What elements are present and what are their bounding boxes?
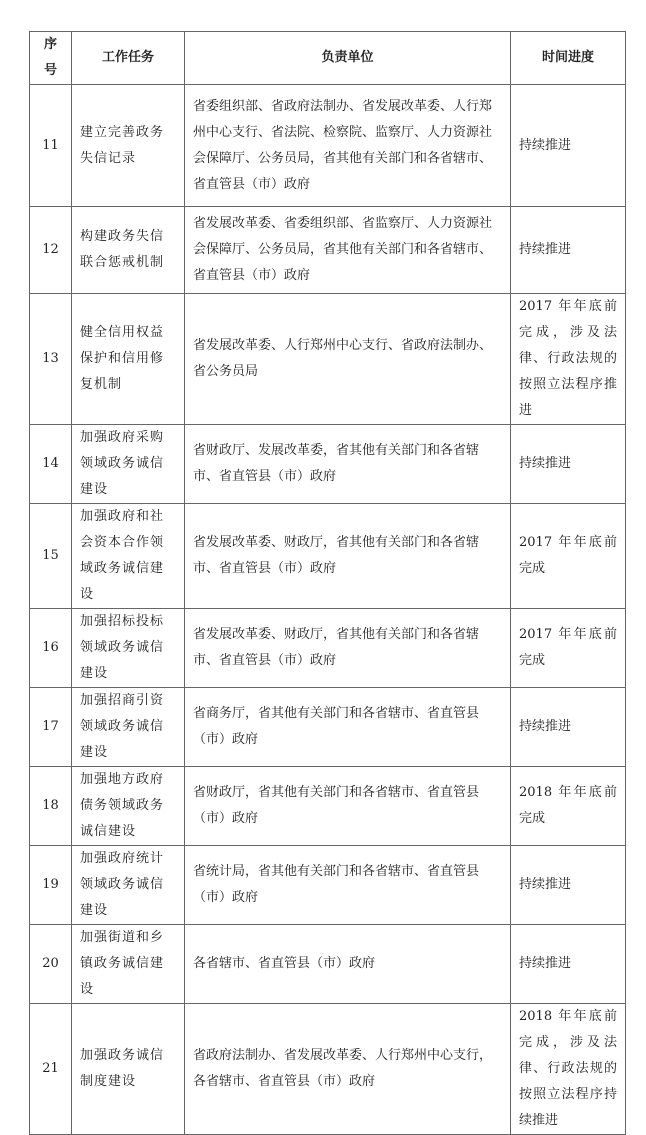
row-unit: 省委组织部、省政府法制办、省发展改革委、人行郑州中心支行、省法院、检察院、监察厅、人力资源社会保障厅、公务员局，省其他有关部门和各省辖市、省直管县（市）政府 (185, 85, 511, 207)
row-unit: 省发展改革委、财政厅，省其他有关部门和各省辖市、省直管县（市）政府 (185, 504, 511, 609)
row-task: 加强政务诚信制度建设 (72, 1004, 185, 1135)
row-unit: 省发展改革委、省委组织部、省监察厅、人力资源社会保障厅、公务员局，省其他有关部门和各省辖市、省直管县（市）政府 (185, 207, 511, 294)
row-unit: 省财政厅，省其他有关部门和各省辖市、省直管县（市）政府 (185, 767, 511, 846)
row-task: 构建政务失信联合惩戒机制 (72, 207, 185, 294)
table-row (30, 1004, 626, 1135)
task-table (29, 31, 626, 1135)
row-number: 15 (30, 504, 72, 609)
table-row (30, 294, 626, 425)
header-unit: 负责单位 (185, 32, 511, 85)
row-number: 20 (30, 925, 72, 1004)
header-task: 工作任务 (72, 32, 185, 85)
table-row (30, 425, 626, 504)
row-progress: 2018 年年底前完成 (511, 767, 626, 846)
row-progress: 持续推进 (511, 85, 626, 207)
row-unit: 各省辖市、省直管县（市）政府 (185, 925, 511, 1004)
header-number: 序号 (30, 32, 72, 85)
row-number: 16 (30, 609, 72, 688)
table-row (30, 925, 626, 1004)
row-task: 加强政府统计领域政务诚信建设 (72, 846, 185, 925)
table-row (30, 504, 626, 609)
row-task: 加强招标投标领域政务诚信建设 (72, 609, 185, 688)
row-unit: 省统计局，省其他有关部门和各省辖市、省直管县（市）政府 (185, 846, 511, 925)
row-number: 17 (30, 688, 72, 767)
row-number: 21 (30, 1004, 72, 1135)
row-number: 13 (30, 294, 72, 425)
table-row (30, 207, 626, 294)
table-header-row (30, 32, 626, 85)
header-progress: 时间进度 (511, 32, 626, 85)
row-progress: 持续推进 (511, 846, 626, 925)
row-unit: 省发展改革委、人行郑州中心支行、省政府法制办、省公务员局 (185, 294, 511, 425)
table-row (30, 767, 626, 846)
row-number: 19 (30, 846, 72, 925)
row-number: 11 (30, 85, 72, 207)
row-unit: 省政府法制办、省发展改革委、人行郑州中心支行，各省辖市、省直管县（市）政府 (185, 1004, 511, 1135)
row-task: 健全信用权益保护和信用修复机制 (72, 294, 185, 425)
row-unit: 省发展改革委、财政厅，省其他有关部门和各省辖市、省直管县（市）政府 (185, 609, 511, 688)
table-row (30, 688, 626, 767)
row-progress: 2017 年年底前完成 (511, 504, 626, 609)
row-number: 18 (30, 767, 72, 846)
table-row (30, 85, 626, 207)
table-row (30, 609, 626, 688)
row-task: 加强政府采购领域政务诚信建设 (72, 425, 185, 504)
table-row (30, 846, 626, 925)
row-task: 加强街道和乡镇政务诚信建设 (72, 925, 185, 1004)
row-progress: 2017 年年底前完成 (511, 609, 626, 688)
row-progress: 2018 年年底前完成，涉及法律、行政法规的按照立法程序持续推进 (511, 1004, 626, 1135)
row-task: 加强招商引资领域政务诚信建设 (72, 688, 185, 767)
row-task: 加强地方政府债务领域政务诚信建设 (72, 767, 185, 846)
row-progress: 2017 年年底前完成，涉及法律、行政法规的按照立法程序推进 (511, 294, 626, 425)
row-unit: 省财政厅、发展改革委，省其他有关部门和各省辖市、省直管县（市）政府 (185, 425, 511, 504)
row-task: 建立完善政务失信记录 (72, 85, 185, 207)
row-unit: 省商务厅，省其他有关部门和各省辖市、省直管县（市）政府 (185, 688, 511, 767)
row-task: 加强政府和社会资本合作领域政务诚信建设 (72, 504, 185, 609)
row-progress: 持续推进 (511, 207, 626, 294)
row-progress: 持续推进 (511, 925, 626, 1004)
row-progress: 持续推进 (511, 688, 626, 767)
row-number: 14 (30, 425, 72, 504)
row-number: 12 (30, 207, 72, 294)
row-progress: 持续推进 (511, 425, 626, 504)
